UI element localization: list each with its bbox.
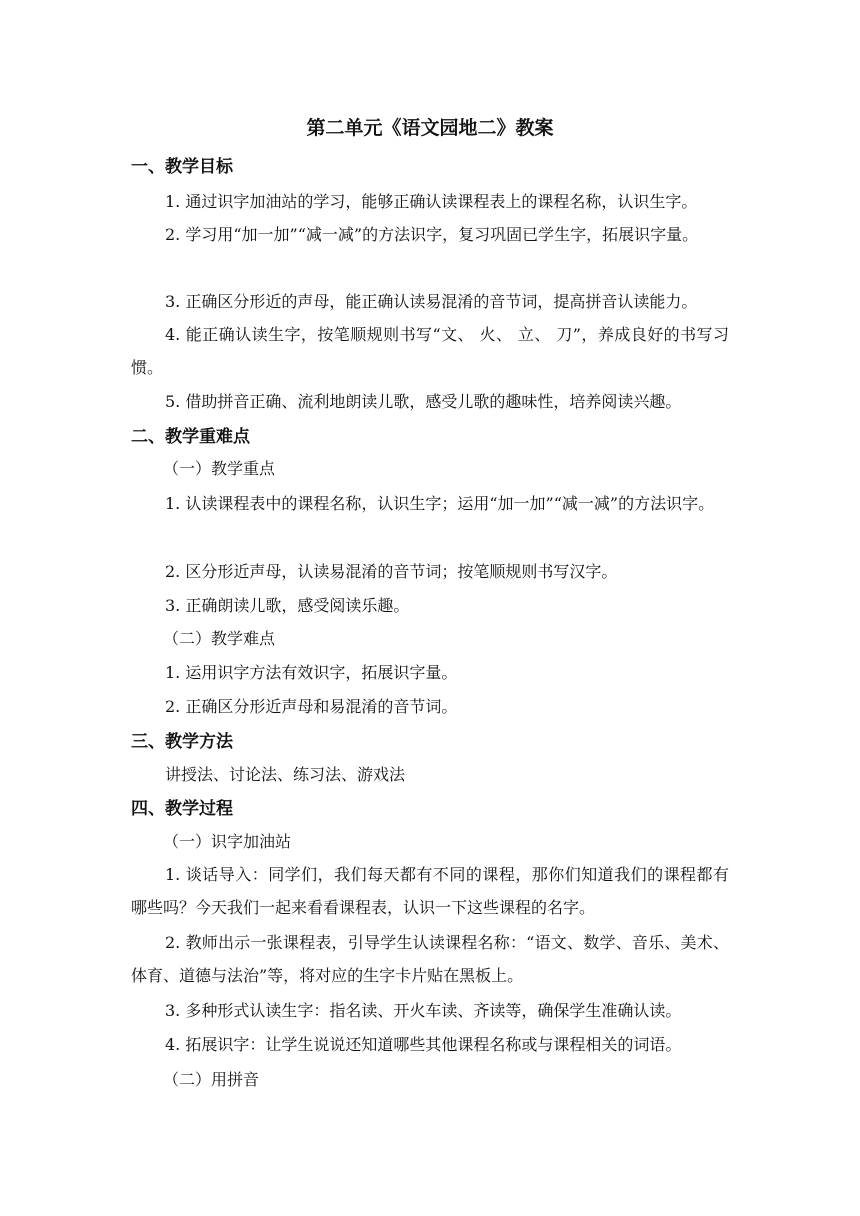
process-item: 3. 多种形式认读生字：指名读、开火车读、齐读等，确保学生准确认读。 — [165, 1001, 682, 1020]
section-heading-key-points: 二、教学重难点 — [131, 427, 250, 447]
process-item: 2. 教师出示一张课程表，引导学生认读课程名称：“语文、数学、音乐、美术、体育、道德与法治”等，将对应的生字卡片贴在黑板上。 — [131, 933, 729, 985]
document-title: 第二单元《语文园地二》教案 — [306, 117, 554, 139]
subsection-label: （二）教学难点 — [163, 629, 276, 648]
objective-item: 1. 通过识字加油站的学习，能够正确认读课程表上的课程名称，认识生字。 — [165, 192, 698, 211]
key-point-item: 2. 区分形近声母，认读易混淆的音节词；按笔顺规则书写汉字。 — [165, 562, 618, 581]
objective-item: 3. 正确区分形近的声母，能正确认读易混淆的音节词，提高拼音认读能力。 — [165, 292, 698, 311]
objective-item: 5. 借助拼音正确、流利地朗读儿歌，感受儿歌的趣味性，培养阅读兴趣。 — [165, 392, 682, 411]
section-heading-methods: 三、教学方法 — [131, 732, 233, 752]
section-heading-process: 四、教学过程 — [131, 799, 233, 819]
difficulty-item: 1. 运用识字方法有效识字，拓展识字量。 — [165, 663, 458, 682]
key-point-item: 3. 正确朗读儿歌，感受阅读乐趣。 — [165, 596, 410, 615]
subsection-label: （一）识字加油站 — [163, 832, 292, 851]
objective-item: 4. 能正确认读生字，按笔顺规则书写“文、 火、 立、 刀”，养成良好的书写习惯。 — [131, 325, 729, 377]
subsection-label: （一）教学重点 — [163, 459, 276, 478]
section-heading-objectives: 一、教学目标 — [131, 157, 233, 177]
key-point-item: 1. 认读课程表中的课程名称，认识生字；运用“加一加”“减一减”的方法识字。 — [165, 494, 715, 513]
difficulty-item: 2. 正确区分形近声母和易混淆的音节词。 — [165, 697, 458, 716]
objective-item: 2. 学习用“加一加”“减一减”的方法识字，复习巩固已学生字，拓展识字量。 — [165, 225, 699, 244]
subsection-label: （二）用拼音 — [163, 1070, 260, 1089]
methods-text: 讲授法、讨论法、练习法、游戏法 — [165, 765, 406, 784]
process-item: 1. 谈话导入：同学们，我们每天都有不同的课程，那你们知道我们的课程都有哪些吗？今天我们一起来看看课程表，认识一下这些课程的名字。 — [131, 865, 729, 917]
process-item: 4. 拓展识字：让学生说说还知道哪些其他课程名称或与课程相关的词语。 — [165, 1035, 682, 1054]
